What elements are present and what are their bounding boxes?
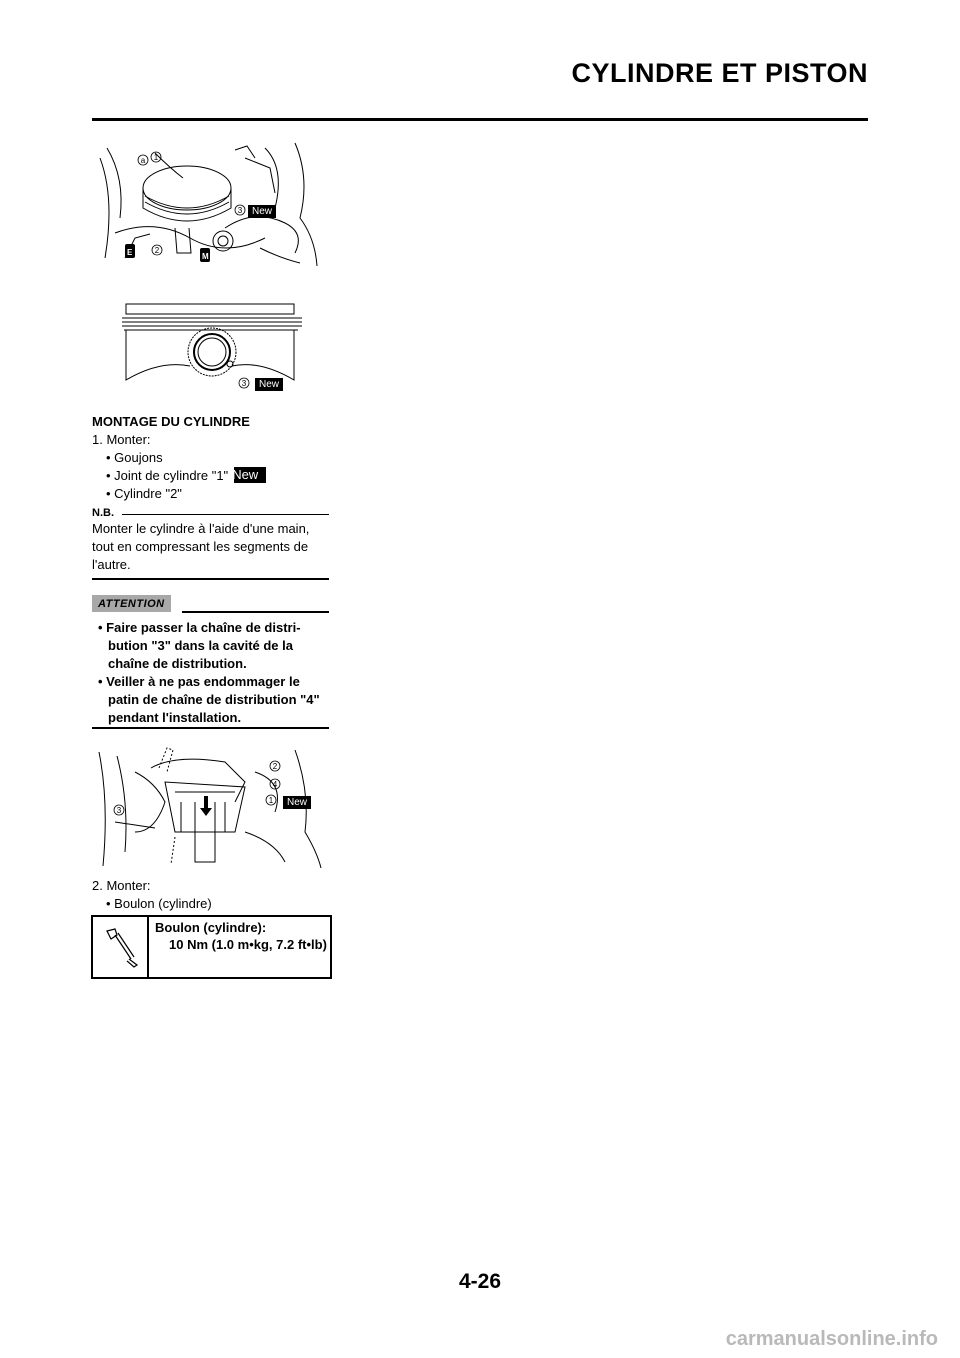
new-tag: New [283, 796, 311, 809]
figure-cylinder-install [95, 742, 325, 870]
callout-4: 4 [272, 780, 278, 789]
callout-2: 2 [154, 246, 160, 255]
nb-text: Monter le cylindre à l'aide d'une main, tout en compressant les segments de l'autre. [92, 521, 310, 572]
marker-m: M [202, 252, 209, 261]
page-number: 4-26 [458, 1270, 502, 1293]
step-1: 1. Monter: [92, 432, 151, 447]
callout-a: a [140, 156, 146, 165]
list-item: • Goujons [106, 450, 163, 465]
callout-3: 3 [241, 379, 247, 388]
attention-end-rule [92, 727, 329, 729]
callout-3: 3 [237, 206, 243, 215]
list-item: • Boulon (cylindre) [106, 896, 212, 911]
step-2-list [100, 895, 338, 913]
nb-end-rule [92, 578, 329, 580]
nb-label: N.B. [92, 507, 114, 519]
marker-e: E [127, 248, 133, 257]
callout-1: 1 [268, 796, 274, 805]
list-item: • Cylindre "2" [106, 486, 182, 501]
figure-piston-install [95, 138, 323, 270]
torque-wrench-icon [101, 925, 141, 969]
torque-spec-box [91, 915, 332, 979]
torque-title: Boulon (cylindre): [155, 920, 267, 935]
new-tag: New [255, 378, 283, 391]
torque-divider [147, 917, 149, 977]
section-title: MONTAGE DU CYLINDRE [92, 414, 250, 429]
step-2: 2. Monter: [92, 878, 151, 893]
attention-rule [182, 611, 329, 613]
list-item: • Veiller à ne pas endommager le patin de chaîne de distribution "4" pendant l'installation. [98, 674, 320, 725]
attention-badge: ATTENTION [92, 595, 171, 612]
page-title: CYLINDRE ET PISTON [571, 58, 868, 88]
attention-list [92, 619, 330, 727]
piston-install-illustration [95, 138, 323, 270]
callout-3: 3 [116, 806, 122, 815]
piston-side-illustration [120, 300, 310, 390]
callout-1: 1 [153, 153, 159, 162]
nb-rule [122, 514, 329, 515]
new-badge: New [234, 467, 266, 483]
header-rule [92, 118, 868, 121]
torque-text [155, 919, 329, 953]
new-tag: New [248, 205, 276, 218]
torque-value: 10 Nm (1.0 m•kg, 7.2 ft•lb) [169, 937, 327, 952]
figure-piston-side [120, 300, 310, 390]
list-item: • Faire passer la chaîne de distri-bution "3" dans la cavité de la chaîne de distribution. [98, 620, 301, 671]
step-1-list [100, 449, 338, 503]
list-item: • Joint de cylindre "1" New [100, 467, 338, 485]
callout-2: 2 [272, 762, 278, 771]
watermark: carmanualsonline.info [725, 1328, 938, 1350]
